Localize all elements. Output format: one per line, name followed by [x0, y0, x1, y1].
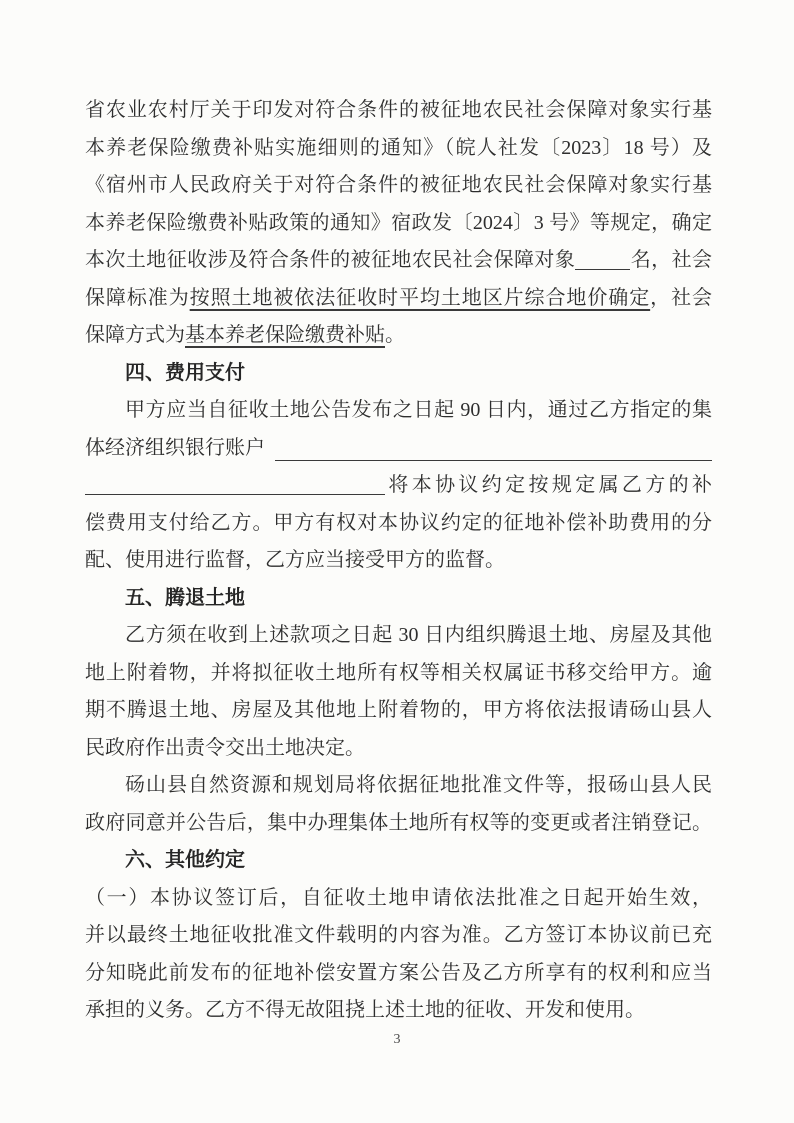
text-segment: 本养老保险缴费补贴政策的通知》宿政发〔2024〕3 号》等规定，确定: [85, 211, 712, 234]
text-segment: 本次土地征收涉及符合条件的被征地农民社会保障对象: [85, 249, 576, 271]
section-heading: [85, 355, 712, 393]
text-segment: 政府同意并公告后，集中办理集体土地所有权等的变更或者注销登记。: [85, 811, 712, 834]
text-segment: 地上附着物，并将拟征收土地所有权等相关权属证书移交给甲方。逾: [85, 661, 712, 684]
text-segment: 偿费用支付给乙方。甲方有权对本协议约定的征地补偿补助费用的分: [85, 511, 712, 534]
text-segment: 省农业农村厅关于印发对符合条件的被征地农民社会保障对象实行基: [85, 99, 712, 121]
text-segment: 民政府作出责令交出土地决定。: [85, 736, 365, 759]
text-segment: 体经济组织银行账户: [85, 436, 265, 459]
text-segment: ，社会: [650, 286, 713, 309]
section-heading: [85, 580, 712, 618]
text-segment: 保障方式为: [85, 324, 185, 346]
text-line: [85, 392, 712, 430]
text-line: [85, 317, 712, 355]
blank-underline: [85, 480, 385, 495]
text-segment: 保障标准为: [85, 286, 190, 309]
blank-underline: [275, 430, 712, 468]
text-line: [85, 917, 712, 955]
text-line: [85, 767, 712, 805]
text-line: [85, 167, 712, 205]
text-line: [85, 92, 712, 130]
text-segment: 本养老保险缴费补贴实施细则的通知》（皖人社发〔2023〕18 号）及: [85, 136, 712, 159]
text-segment: 六、其他约定: [125, 849, 245, 871]
text-segment: 五、腾退土地: [125, 586, 245, 609]
text-line: [85, 130, 712, 168]
section-heading: [85, 842, 712, 880]
text-line: [85, 805, 712, 843]
text-segment: （一）本协议签订后，自征收土地申请依法批准之日起开始生效，: [85, 886, 712, 909]
text-segment: 四、费用支付: [125, 361, 245, 384]
text-line: [85, 730, 712, 768]
text-segment: 甲方应当自征收土地公告发布之日起 90 日内，通过乙方指定的集: [125, 399, 712, 421]
text-segment: 名，社会: [630, 249, 713, 271]
text-line: [85, 655, 712, 693]
text-line: [85, 880, 712, 918]
text-segment: 并以最终土地征收批准文件载明的内容为准。乙方签订本协议前已充: [85, 924, 712, 946]
text-line: [85, 205, 712, 243]
text-line: [85, 992, 712, 1030]
text-line: [85, 617, 712, 655]
text-segment: 将本协议约定按规定属乙方的补: [385, 474, 712, 496]
text-segment: 《宿州市人民政府关于对符合条件的被征地农民社会保障对象实行基: [85, 174, 712, 196]
text-segment: 砀山县自然资源和规划局将依据征地批准文件等，报砀山县人民: [125, 774, 712, 796]
underlined-text-segment: 基本养老保险缴费补贴: [185, 324, 385, 346]
text-segment: 配、使用进行监督，乙方应当接受甲方的监督。: [85, 549, 505, 571]
text-segment: 乙方须在收到上述款项之日起 30 日内组织腾退土地、房屋及其他: [125, 624, 712, 646]
page-number: 3: [393, 1032, 401, 1047]
text-line: [85, 430, 712, 468]
text-line: [85, 242, 712, 280]
text-line: [85, 955, 712, 993]
text-line: [85, 467, 712, 505]
underlined-text-segment: 按照土地被依法征收时平均土地区片综合地价确定: [189, 286, 651, 309]
text-block: [85, 92, 712, 1030]
text-segment: 分知晓此前发布的征地补偿安置方案公告及乙方所享有的权利和应当: [85, 961, 712, 984]
text-line: [85, 542, 712, 580]
text-line: [85, 280, 712, 318]
blank-underline: [575, 255, 630, 270]
text-segment: 。: [385, 324, 405, 346]
text-line: [85, 505, 712, 543]
text-segment: 期不腾退土地、房屋及其他地上附着物的，甲方将依法报请砀山县人: [85, 699, 712, 721]
text-line: [85, 692, 712, 730]
text-segment: 承担的义务。乙方不得无故阻挠上述土地的征收、开发和使用。: [85, 999, 645, 1021]
